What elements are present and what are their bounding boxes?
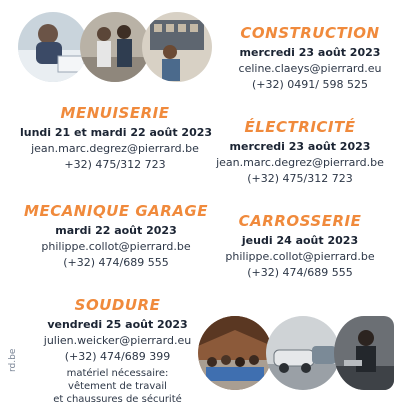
photo-students-workshop — [80, 12, 150, 82]
photo-students-drawing — [18, 12, 88, 82]
carrosserie-title: CARROSSERIE — [238, 212, 362, 230]
photo-students-lockers — [142, 12, 212, 82]
carrosserie-date: jeudi 24 août 2023 — [241, 234, 359, 247]
soudure-email[interactable]: julien.weicker@pierrard.eu — [43, 334, 192, 347]
soudure-date: vendredi 25 août 2023 — [47, 318, 188, 331]
menuiserie-title: MENUISERIE — [60, 104, 170, 122]
soudure-note-line2: vêtement de travail — [68, 381, 167, 392]
menuiserie-date: lundi 21 et mardi 22 août 2023 — [20, 126, 213, 139]
section-construction — [220, 24, 400, 93]
section-menuiserie — [20, 104, 213, 173]
photo-cars-garage — [266, 316, 340, 390]
soudure-title: SOUDURE — [74, 296, 161, 314]
construction-date: mercredi 23 août 2023 — [239, 46, 381, 59]
construction-phone: (+32) 0491/ 598 525 — [252, 78, 368, 91]
menuiserie-email[interactable]: jean.marc.degrez@pierrard.be — [31, 142, 199, 155]
mecanique-email[interactable]: philippe.collot@pierrard.be — [41, 240, 191, 253]
photo-group-workshop — [198, 316, 272, 390]
electricite-email[interactable]: jean.marc.degrez@pierrard.be — [216, 156, 384, 169]
carrosserie-phone: (+32) 474/689 555 — [247, 266, 353, 279]
soudure-phone: (+32) 474/689 399 — [64, 350, 171, 363]
menuiserie-phone: +32) 475/312 723 — [64, 158, 166, 171]
construction-title: CONSTRUCTION — [240, 24, 380, 42]
carrosserie-email[interactable]: philippe.collot@pierrard.be — [225, 250, 375, 263]
section-carrosserie — [210, 212, 390, 281]
electricite-phone: (+32) 475/312 723 — [247, 172, 353, 185]
electricite-date: mercredi 23 août 2023 — [229, 140, 371, 153]
section-soudure — [30, 296, 205, 406]
electricite-title: ÉLECTRICITÉ — [244, 118, 356, 136]
section-mecanique-garage — [18, 202, 214, 271]
mecanique-title: MECANIQUE GARAGE — [24, 202, 208, 220]
soudure-note-line3: et chaussures de sécurité — [53, 394, 182, 405]
mecanique-phone: (+32) 474/689 555 — [63, 256, 169, 269]
section-electricite — [210, 118, 390, 187]
soudure-note-line1: matériel nécessaire: — [66, 368, 169, 379]
mecanique-date: mardi 22 août 2023 — [55, 224, 177, 237]
side-url-text: rd.be — [8, 348, 18, 372]
photo-student-welding — [334, 316, 394, 390]
construction-email[interactable]: celine.claeys@pierrard.eu — [238, 62, 382, 75]
